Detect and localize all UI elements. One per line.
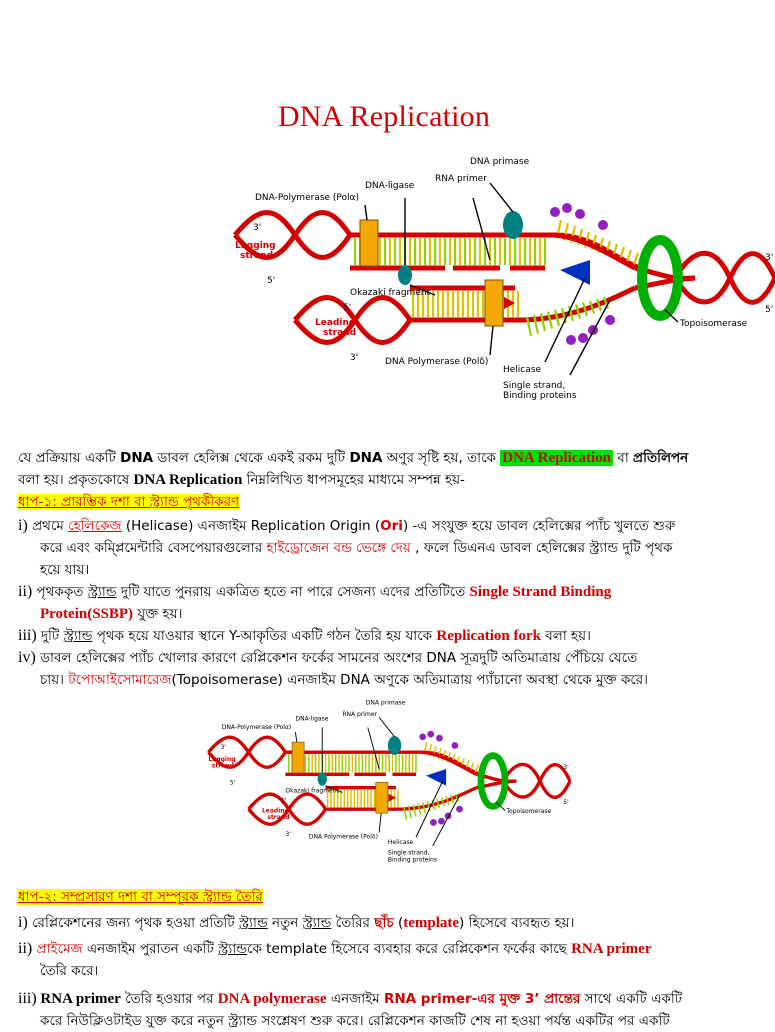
item-text: যুক্ত হয়। [133,606,183,622]
helicase-wedge [426,769,446,786]
item-number: i) [18,517,28,534]
dna-replication-diagram-main [215,150,775,400]
label-leading-strand-2: strand [267,814,290,822]
item-text: তৈরি করে। [40,963,99,979]
item-text: হয়ে যায়। [40,562,90,578]
item-number: iii) [18,627,37,644]
dna-polymerase-delta-block [376,782,388,813]
item-text: প্রথমে [27,518,69,534]
intro-text: বা [613,450,634,466]
base-pair-rung [634,253,638,264]
label-right-3prime: 3' [765,253,774,263]
item-text: কে template হিসেবে ব্যবহার করে রেপ্লিকেশন ফর্কের কাছে [247,941,572,957]
item-text: এনজাইম [326,991,384,1007]
dna-ligase-blob [398,265,412,285]
ssb-protein [550,207,560,217]
label-lagging-strand-1: Lagging [235,241,276,251]
strand-term: স্ট্র্যান্ড [87,584,117,600]
intro-dna: DNA [349,450,383,466]
dna-polymerase-term: DNA polymerase [217,991,327,1007]
step1-section [18,491,754,691]
label-ssbp-2: Binding proteins [503,391,577,401]
item-number: i) [18,914,28,931]
page-title: DNA Replication [277,100,491,133]
template-bangla-term: ছাঁচ [374,915,394,931]
label-dna-primase: DNA primase [470,157,530,167]
ssb-protein [451,742,458,749]
label-rna-primer: RNA primer [342,711,378,719]
label-leading-strand-1: Leading [315,318,356,328]
ssb-protein [566,335,576,345]
rna-primer-term: RNA primer [571,941,652,957]
ssb-protein [578,333,588,343]
item-text: করে নিউক্লিওটাইড যুক্ত করে নতুন স্ট্র্যান্ড সংশ্লেষণ শুরু করে। রেপ্লিকেশন কাজটি শেষ না হওয়া পর্যন্ত একটির পর একটি [40,1013,670,1029]
label-lagging-3prime: 3' [253,223,262,233]
dna-replication-diagram-svg [195,695,570,863]
intro-text: ডাবল হেলিক্স থেকে একই রকম দুটি [153,450,350,466]
intro-text: নিম্নলিখিত ধাপসমূহের মাধ্যমে সম্পন্ন হয়- [242,472,465,488]
item-text: নতুন [267,915,303,931]
helicase-wedge [560,260,590,285]
item-text: ডাবল হেলিক্সের প্যাঁচ খোলার কারণে রেপ্লিকেশন ফর্কের সামনের অংশের DNA সূত্রদুটি অতিমাত্রায় পেঁচিয়ে যেতে [35,650,638,666]
item-text: বলা হয়। [540,628,591,644]
label-okazaki-fragment: Okazaki fragment [285,787,339,795]
item-text: দুটি [36,628,64,644]
ori-term: Ori [380,518,403,534]
intro-text: যে প্রক্রিয়ায় একটি [18,450,121,466]
dna-polymerase-delta-block [485,280,503,326]
item-number: iv) [18,649,36,666]
label-dna-primase: DNA primase [365,699,406,707]
item-text: চায়। [40,672,69,688]
ssb-protein [575,209,585,219]
item-text: , ফলে ডিএনএ ডাবল হেলিক্সের স্ট্র্যান্ড দুটি পৃথক [410,540,673,556]
label-dna-polymerase-alpha: DNA-Polymerase (Polα) [221,723,292,731]
label-rna-primer: RNA primer [435,174,487,184]
label-dna-ligase: DNA-ligase [365,181,415,191]
label-lagging-5prime: 5' [267,276,276,286]
dna-replication-diagram-small [195,695,570,863]
primase-term: প্রাইমেজ [36,941,83,957]
item-text: পৃথককৃত [32,584,88,600]
dna-polymerase-alpha-block [360,220,378,266]
hydrogen-bond-term: হাইড্রোজেন বন্ড ভেঙ্গে দেয় [266,540,411,556]
item-text: (Topoisomerase) এনজাইম DNA অণুকে অতিমাত্রায় প্যাঁচানো অবস্থা থেকে মুক্ত করে। [171,672,649,688]
item-text: (Helicase) এনজাইম Replication Origin ( [121,518,381,534]
label-helicase: Helicase [387,838,414,846]
dna-ligase-blob [318,772,327,785]
label-okazaki-fragment: Okazaki fragment [350,288,431,298]
rna-primer-term: RNA primer [36,991,121,1007]
label-topoisomerase: Topoisomerase [506,808,552,816]
dna-replication-highlight: DNA Replication [502,450,612,466]
intro-dna-replication: DNA Replication [133,472,243,488]
strand-term: স্ট্র্যান্ড [63,628,93,644]
label-dna-polymerase-delta: DNA Polymerase (Polδ) [308,833,378,841]
label-lagging-5prime: 5' [229,779,236,787]
label-leading-strand-2: strand [323,328,357,338]
item-number: ii) [18,583,33,600]
free-3prime-term: মুক্ত 3’ প্রান্তের [494,991,581,1007]
ssb-protein [598,220,608,230]
label-leading-strand-1: Leading [261,807,289,815]
strand-term: স্ট্র্যান্ড [238,915,268,931]
ssb-protein [436,735,443,742]
ssb-protein [438,818,445,825]
item-text: তৈরির [331,915,375,931]
rna-primer-term: RNA primer-এর [383,991,495,1007]
intro-paragraph [18,447,754,491]
label-dna-polymerase-delta: DNA Polymerase (Polδ) [385,357,489,367]
base-pair-rung [476,764,479,772]
item-text: তৈরি হওয়ার পর [120,991,218,1007]
item-number: iii) [18,990,37,1007]
label-leading-3prime: 3' [350,353,359,363]
label-lagging-strand-1: Lagging [208,755,236,763]
dna-replication-diagram-svg [215,150,775,400]
ssbp-term: Protein(SSBP) [40,606,134,622]
label-ssbp-2: Binding proteins [387,856,438,864]
intro-text: বলা হয়। প্রকৃতকোষে [18,472,134,488]
label-lagging-strand-2: strand [211,762,234,770]
ssb-protein [605,315,615,325]
topoisomerase-term: টপোআইসোমারেজ [68,672,172,688]
template-term: template [403,915,460,931]
label-ssbp-1: Single strand, [387,849,430,857]
label-right-3prime: 3' [563,763,569,771]
label-topoisomerase: Topoisomerase [680,319,748,329]
step1-heading: ধাপ-১: প্রারম্ভিক দশা বা স্ট্র্যান্ড পৃথকীকরণ [18,494,240,510]
step2-section [18,886,754,1032]
item-text: করে এবং কম্প্লিমেন্টারি বেসপেয়ারগুলোর [40,540,267,556]
label-dna-polymerase-alpha: DNA-Polymerase (Polα) [255,193,359,203]
item-text: রেপ্লিকেশনের জন্য পৃথক হওয়া প্রতিটি [27,915,239,931]
intro-text: অণুর সৃষ্টি হয়, তাকে [382,450,501,466]
label-leading-5prime: 5' [343,303,352,313]
helicase-term: হেলিকেজ [68,518,122,534]
item-number: ii) [18,940,33,957]
label-leading-3prime: 3' [285,830,291,838]
item-text: সাথে একটি একটি [580,991,683,1007]
item-text: পৃথক হয়ে যাওয়ার স্থানে Y-আকৃতির একটি গঠন তৈরি হয় যাকে [92,628,437,644]
replication-fork-term: Replication fork [436,628,541,644]
strand-term: স্ট্র্যান্ড [218,941,248,957]
label-lagging-3prime: 3' [220,743,226,751]
ssb-protein [456,806,463,813]
ssb-protein [430,819,437,826]
dna-polymerase-alpha-block [292,742,304,773]
label-dna-ligase: DNA-ligase [295,715,329,723]
label-ssbp-1: Single strand, [503,381,566,391]
ssb-protein [427,731,434,738]
strand-term: স্ট্র্যান্ড [302,915,332,931]
ssb-protein [562,203,572,213]
item-text: ) -এ সংযুক্ত হয়ে ডাবল হেলিক্সের প্যাঁচ খুলতে শুরু [402,518,676,534]
dna-primase-ring [503,211,523,239]
item-text: ( [393,915,404,931]
item-text: দুটি যাতে পুনরায় একত্রিত হতে না পারে সেজন্য এদের প্রতিটিতে [116,584,470,600]
label-lagging-strand-2: strand [240,251,274,261]
label-helicase: Helicase [503,365,541,375]
ssbp-term: Single Strand Binding [469,584,612,600]
label-leading-5prime: 5' [280,797,287,805]
item-text: ) হিসেবে ব্যবহৃত হয়। [459,915,575,931]
intro-dna: DNA [120,450,154,466]
step2-heading: ধাপ-২: সম্প্রসারণ দশা বা সম্পূরক স্ট্র্যান্ড তৈরি [18,889,263,905]
intro-bold-term: প্রতিলিপন [633,450,689,466]
item-text: এনজাইম পুরাতন একটি [82,941,219,957]
label-right-5prime: 5' [563,798,569,806]
ssb-protein [419,733,426,740]
label-right-5prime: 5' [765,305,774,315]
dna-primase-ring [388,736,401,755]
